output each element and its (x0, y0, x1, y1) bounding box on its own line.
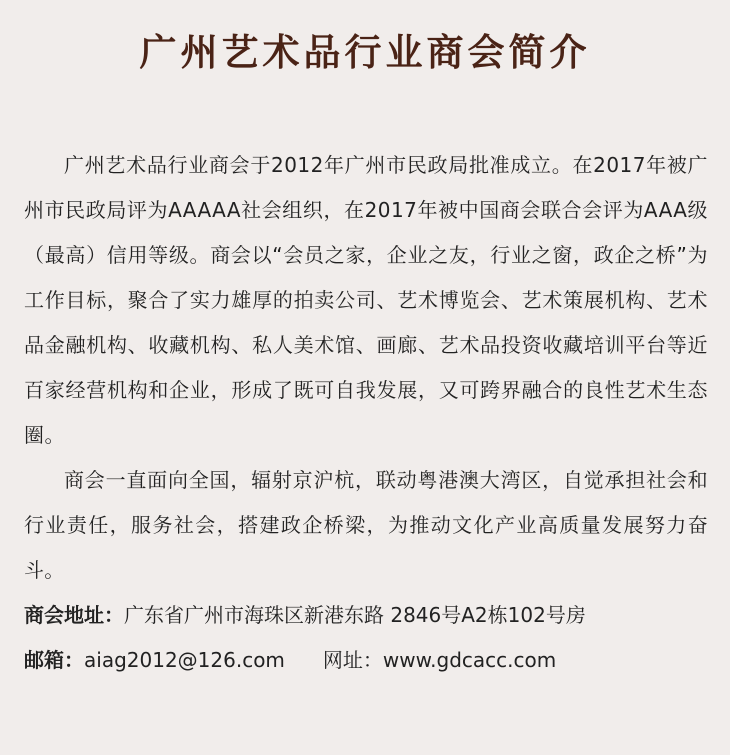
address-value: 广东省广州市海珠区新港东路 2846号A2栋102号房 (124, 603, 586, 627)
email-label: 邮箱： (24, 648, 84, 672)
contact-line (24, 638, 708, 683)
email-value[interactable]: aiag2012@126.com (84, 648, 285, 672)
page-title: 广州艺术品行业商会简介 (139, 30, 591, 74)
website-label: 网址： (322, 648, 383, 672)
intro-content (24, 143, 708, 683)
intro-paragraph-2: 商会一直面向全国，辐射京沪杭，联动粤港澳大湾区，自觉承担社会和行业责任，服务社会，搭建政企桥梁，为推动文化产业高质量发展努力奋斗。 (24, 468, 708, 582)
website-value[interactable]: www.gdcacc.com (382, 648, 557, 672)
address-label: 商会地址： (24, 603, 124, 627)
address-line (24, 593, 708, 638)
intro-paragraph-1: 广州艺术品行业商会于2012年广州市民政局批准成立。在2017年被广州市民政局评为AAAAA社会组织，在2017年被中国商会联合会评为AAA级（最高）信用等级。商会以“会员之家，企业之友，行业之窗，政企之桥”为工作目标，聚合了实力雄厚的拍卖公司、艺术博览会、艺术策展机构、艺术品金融机构、收藏机构、私人美术馆、画廊、艺术品投资收藏培训平台等近百家经营机构和企业，形成了既可自我发展，又可跨界融合的良性艺术生态圈。 (24, 153, 708, 447)
